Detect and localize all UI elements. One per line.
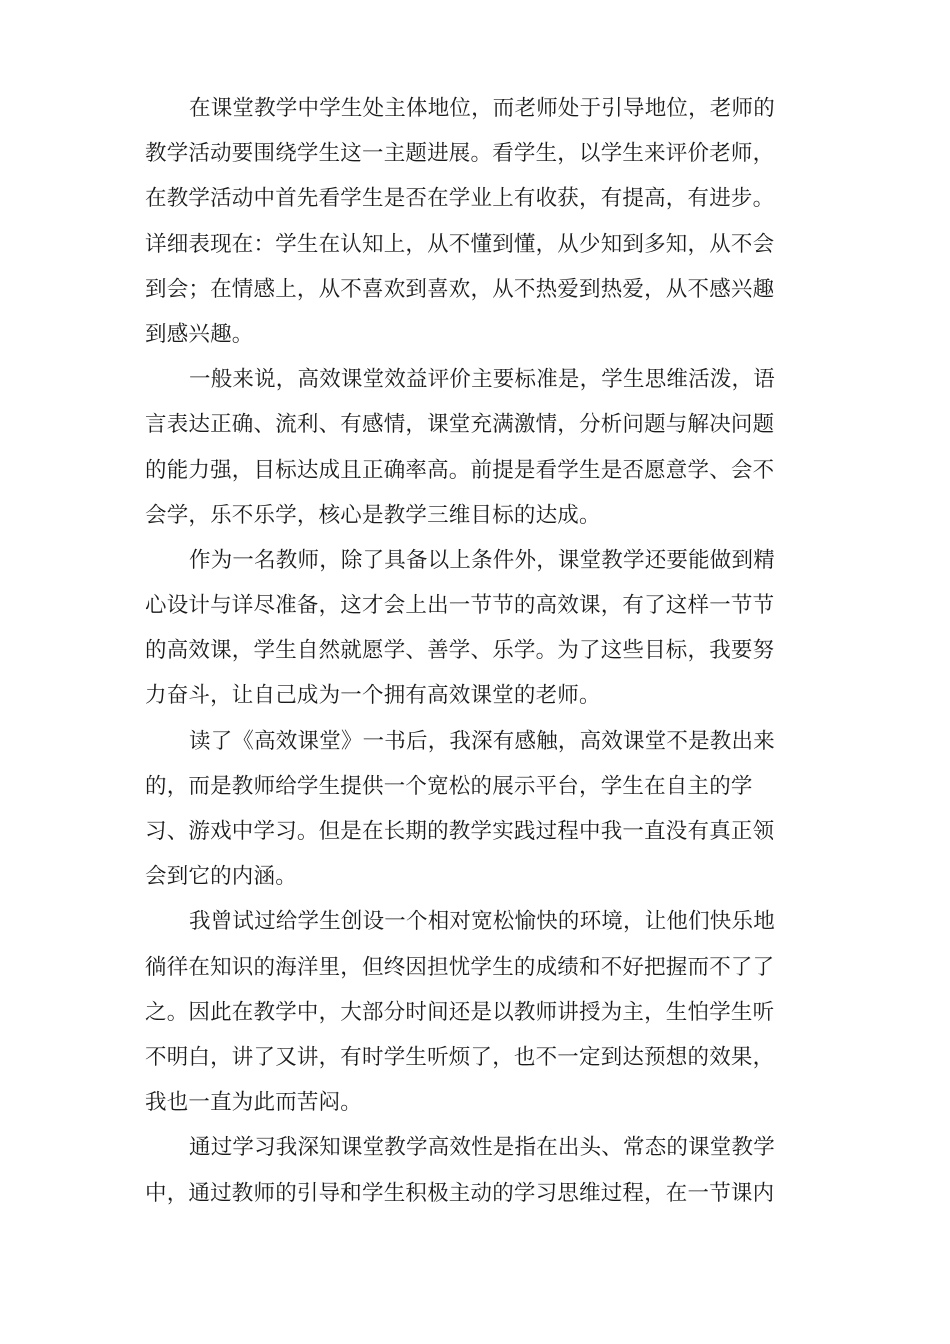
- paragraph-line: 到感兴趣。: [145, 321, 254, 347]
- paragraph-line: 读了《高效课堂》一书后，我深有感触，高效课堂不是教出来: [189, 728, 775, 754]
- paragraph-5: [145, 899, 805, 1125]
- paragraph-line: 到会；在情感上，从不喜欢到喜欢，从不热爱到热爱，从不感兴趣: [145, 276, 775, 302]
- paragraph-line: 我曾试过给学生创设一个相对宽松愉快的环境，让他们快乐地: [189, 909, 775, 935]
- paragraph-line: 不明白，讲了又讲，有时学生听烦了，也不一定到达预想的效果，: [145, 1044, 775, 1070]
- paragraph-line: 的，而是教师给学生提供一个宽松的展示平台，学生在自主的学: [145, 773, 753, 799]
- paragraph-line: 会学，乐不乐学，核心是教学三维目标的达成。: [145, 502, 601, 528]
- paragraph-6: [145, 1125, 805, 1215]
- paragraph-line: 详细表现在：学生在认知上，从不懂到懂，从少知到多知，从不会: [145, 231, 775, 257]
- paragraph-line: 力奋斗，让自己成为一个拥有高效课堂的老师。: [145, 683, 601, 709]
- paragraph-line: 作为一名教师，除了具备以上条件外，课堂教学还要能做到精: [189, 547, 775, 573]
- paragraph-line: 徜徉在知识的海洋里，但终因担忧学生的成绩和不好把握而不了了: [145, 954, 775, 980]
- paragraph-line: 言表达正确、流利、有感情，课堂充满激情，分析问题与解决问题: [145, 412, 775, 438]
- paragraph-line: 习、游戏中学习。但是在长期的教学实践过程中我一直没有真正领: [145, 819, 775, 844]
- paragraph-line: 在教学活动中首先看学生是否在学业上有收获，有提高，有进步。: [145, 186, 775, 212]
- paragraph-4: [145, 719, 805, 900]
- paragraph-line: 一般来说，高效课堂效益评价主要标准是，学生思维活泼，语: [189, 367, 775, 393]
- paragraph-line: 心设计与详尽准备，这才会上出一节节的高效课，有了这样一节节: [145, 593, 775, 619]
- paragraph-3: [145, 538, 805, 719]
- paragraph-line: 会到它的内涵。: [145, 864, 297, 890]
- paragraph-line: 中，通过教师的引导和学生积极主动的学习思维过程，在一节课内: [145, 1180, 775, 1206]
- paragraph-1: [145, 86, 805, 357]
- paragraph-line: 在课堂教学中学生处主体地位，而老师处于引导地位，老师的: [189, 96, 775, 121]
- paragraph-line: 的能力强，目标达成且正确率高。前提是看学生是否愿意学、会不: [145, 457, 775, 483]
- paragraph-line: 的高效课，学生自然就愿学、善学、乐学。为了这些目标，我要努: [145, 638, 775, 664]
- paragraph-line: 通过学习我深知课堂教学高效性是指在出头、常态的课堂教学: [189, 1135, 775, 1161]
- document-body: [145, 86, 805, 1216]
- paragraph-line: 教学活动要围绕学生这一主题进展。看学生，以学生来评价老师，: [145, 141, 775, 167]
- paragraph-line: 我也一直为此而苦闷。: [145, 1090, 363, 1116]
- paragraph-line: 之。因此在教学中，大部分时间还是以教师讲授为主，生怕学生听: [145, 999, 775, 1025]
- paragraph-2: [145, 357, 805, 538]
